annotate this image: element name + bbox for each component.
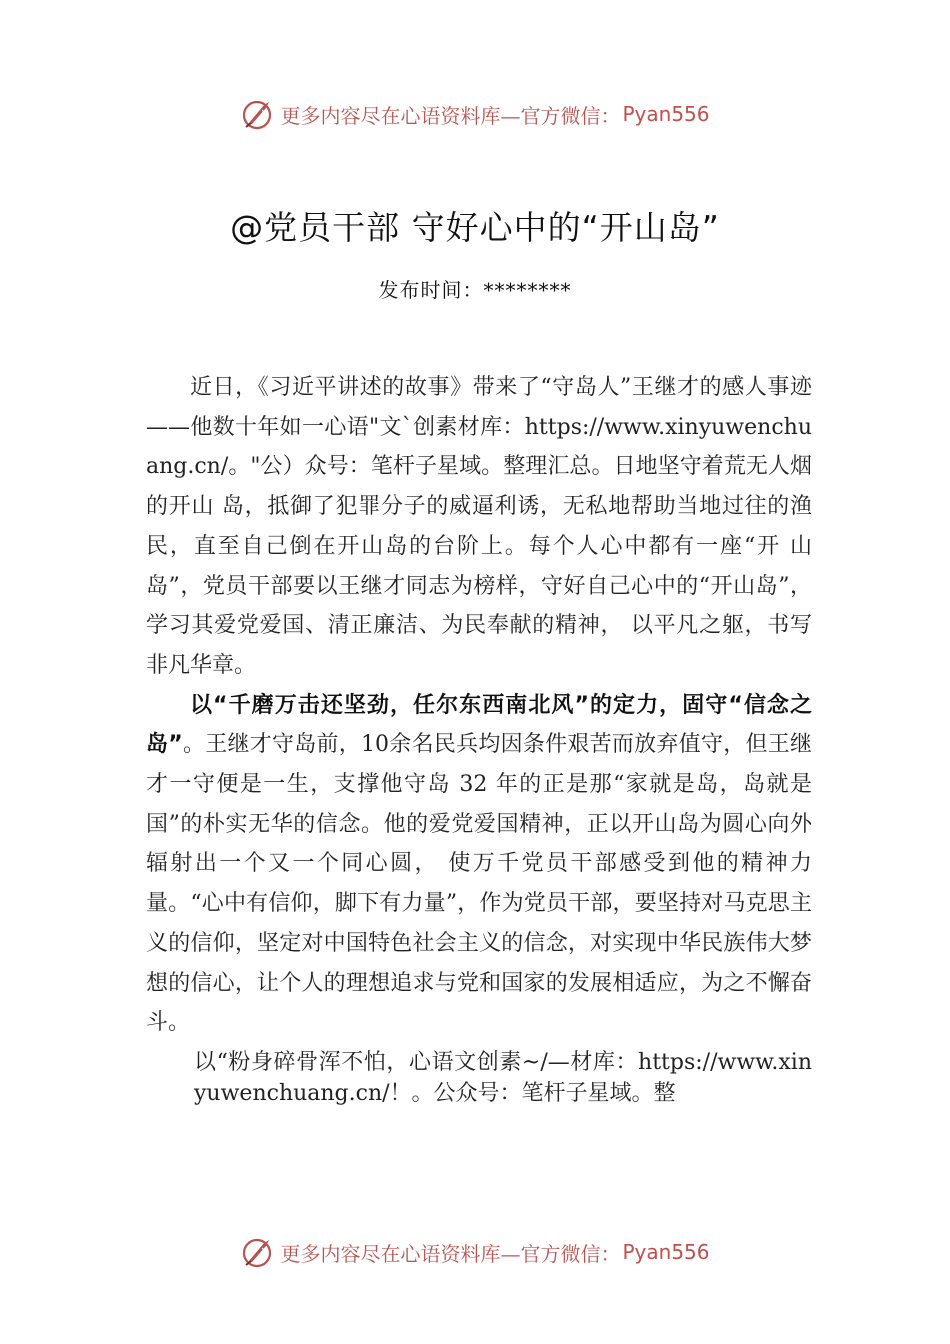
paragraph-1: [146, 368, 812, 686]
quill-logo-icon: [240, 96, 276, 132]
article-body: [146, 368, 812, 1109]
publish-time: 发布时间：********: [378, 278, 572, 302]
page-title: @党员干部 守好心中的“开山岛”: [230, 208, 720, 247]
paragraph-3: [146, 1047, 812, 1109]
paragraph-text: 近日，《习近平讲述的故事》带来了“守岛人”王继才的感人事迹——他数十年如一心语"文`创素材库：https://www.xinyuwenchuang.cn/。"公）众号：笔杆子星域。整理汇总。日地坚守着荒无人烟的开山 岛，抵御了犯罪分子的威逼利诱，无私地帮助当地过往的渔民，直至自己倒在开山岛的台阶上。每个人心中都有一座“开 山岛”，党员干部要以王继才同志为榜样，守好自己心中的“开山岛”，学习其爱党爱国、清正廉洁、为民奉献的精神， 以平凡之躯，书写非凡华章。: [146, 375, 812, 678]
paragraph-text: 以“粉身碎骨浑不怕，心语文创素~/—材库：https://www.xinyuwenchuang.cn/！。公众号：笔杆子星域。整: [194, 1049, 812, 1106]
banner-text: 更多内容尽在心语资料库—官方微信：: [280, 1241, 621, 1266]
banner-text: 更多内容尽在心语资料库—官方微信：: [280, 103, 621, 128]
quill-logo-icon: [240, 1234, 276, 1270]
wechat-id: Pyan556: [622, 102, 710, 126]
footer-watermark-banner: [0, 1232, 950, 1272]
paragraph-text: 。王继才守岛前，10余名民兵均因条件艰苦而放弃值守，但王继才一守便是一生，支撑他守岛 32 年的正是那“家就是岛，岛就是国”的朴实无华的信念。他的爱党爱国精神，正以开山岛为圆心向外辐射出一个又一个同心圆， 使万千党员干部感受到他的精神力量。“心中有信仰，脚下有力量”，作为党员干部，要坚持对马克思主义的信仰，坚定对中国特色社会主义的信念，对实现中华民族伟大梦想的信心，让个人的理想追求与党和国家的发展相适应，为之不懈奋斗。: [146, 732, 812, 1036]
paragraph-lead: 以“千磨万击还坚劲，任尔东西南北风”的定力，固守“信念之岛”: [146, 692, 812, 758]
paragraph-2: [146, 686, 812, 1043]
wechat-id: Pyan556: [622, 1240, 710, 1264]
header-watermark-banner: [0, 94, 950, 134]
